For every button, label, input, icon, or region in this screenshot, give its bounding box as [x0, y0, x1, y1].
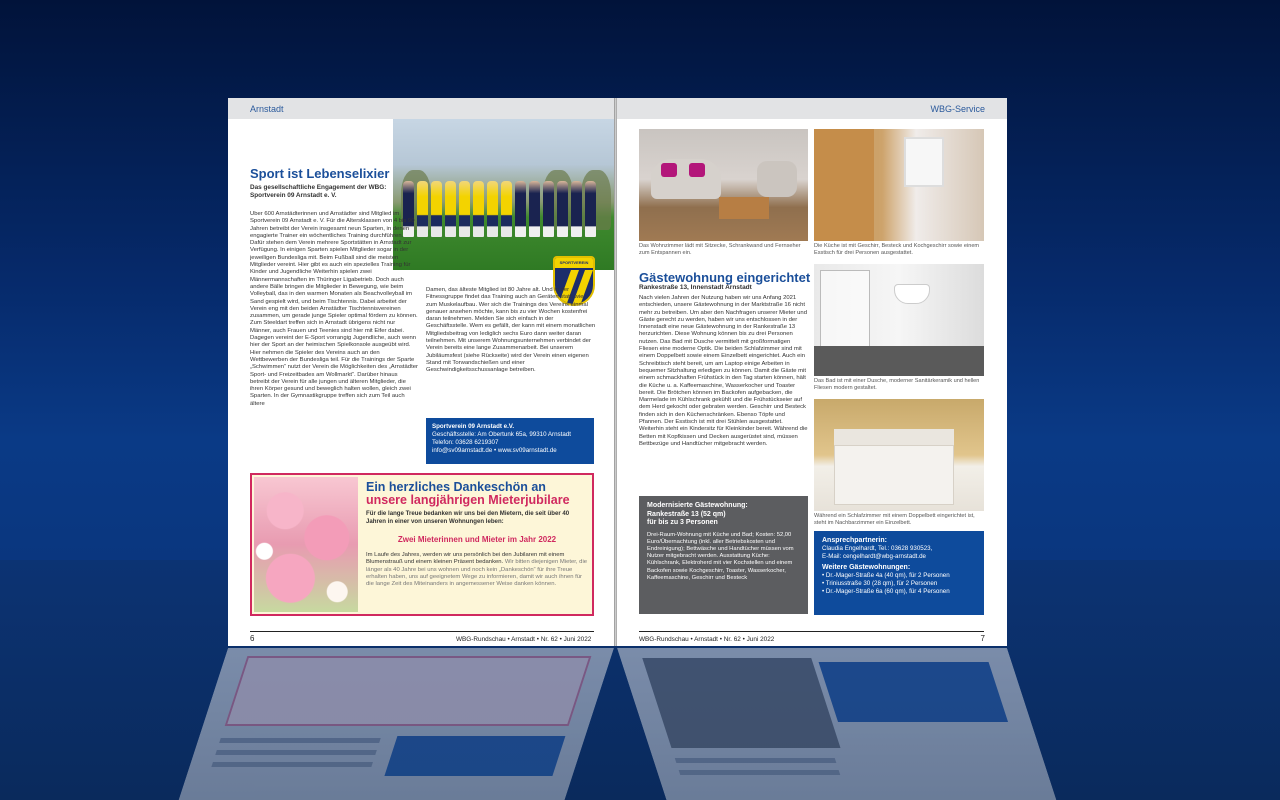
coffee-table-shape [719, 197, 769, 219]
floor-shape [814, 346, 984, 376]
player [557, 181, 568, 237]
other-apartments-heading: Weitere Gästewohnungen: [822, 564, 911, 572]
left-page [228, 98, 614, 646]
player [459, 181, 470, 237]
team-photo [393, 119, 614, 270]
reflection-grey-box [642, 658, 840, 748]
club-contact-box [426, 418, 594, 464]
bathroom-caption: Das Bad ist mit einer Dusche, moderner Sanitärkeramik und hellen Fliesen modern gestaltet. [814, 378, 980, 391]
thanks-body [366, 552, 590, 588]
player [431, 181, 442, 237]
footer-info: WBG-Rundschau • Arnstadt • Nr. 62 • Juni 2022 [639, 636, 775, 643]
section-label: WBG-Service [930, 104, 985, 114]
club-crest-text: SPORTVEREIN [555, 258, 593, 268]
player [543, 181, 554, 237]
thanks-title-2: unsere langjährigen Mieterjubilare [366, 493, 570, 507]
pillow-shape [661, 163, 677, 177]
sink-shape [894, 284, 930, 304]
info-heading-3: für bis zu 3 Personen [647, 519, 718, 526]
reflection-blue-box [819, 662, 1008, 722]
thanks-title: Ein herzliches Dankeschön an [366, 480, 546, 494]
pillow-shape [689, 163, 705, 177]
info-heading-2: Rankestraße 13 (52 qm) [647, 510, 726, 518]
right-page [617, 98, 1007, 646]
reflection-page [617, 648, 1056, 800]
player [529, 181, 540, 237]
section-label: Arnstadt [250, 104, 284, 114]
reflection-left [179, 648, 614, 800]
list-item: • Dr.-Mager-Straße 6a (60 qm), für 4 Personen [822, 588, 976, 596]
contact-email: E-Mail: cengelhardt@wbg-arnstadt.de [822, 552, 926, 560]
footer-rule [639, 631, 984, 632]
reflection-blue-box [384, 736, 565, 776]
player [571, 181, 582, 237]
apartment-info-box [639, 496, 808, 614]
footer-info: WBG-Rundschau • Arnstadt • Nr. 62 • Juni 2022 [456, 636, 592, 643]
reflection-page [179, 648, 614, 800]
guest-apartment-subtitle: Rankestraße 13, Innenstadt Arnstadt [639, 284, 752, 291]
contact-heading: Ansprechpartnerin: [822, 537, 887, 544]
player [515, 181, 526, 237]
running-head-left [228, 98, 614, 119]
player [501, 181, 512, 237]
reflection-line [219, 738, 381, 743]
roses-image [254, 477, 358, 612]
running-head-right [617, 98, 1007, 119]
player [473, 181, 484, 237]
contact-box [814, 531, 984, 615]
bed-shape [834, 445, 954, 505]
reflection-line [679, 770, 841, 775]
player [487, 181, 498, 237]
bedroom-caption: Während ein Schlafzimmer mit einem Doppelbett eingerichtet ist, steht im Nachbarzimmer ein Einzelbett. [814, 513, 975, 526]
page-number: 6 [250, 634, 255, 643]
article-subtitle: Das gesellschaftliche Engagement der WBG: Sportverein 09 Arnstadt e. V. [250, 184, 387, 200]
info-heading-1: Modernisierte Gästewohnung: [647, 502, 748, 509]
article-column-1: Über 600 Arnstädterinnen und Arnstädter sind Mitglied im Sportverein 09 Arnstadt e. V. Für die Altersklassen von 4 bis 90 Jahren betreibt der Verein insgesamt neun Sparten, in denen engagierte Trainer ein wöchentliches Training durchführen. Dafür stehen dem Verein mehrere Sportstätten in Arnstadt zur Verfügung. In einigen Sparten spielen Mitglieder sogar in der jeweiligen Bundesliga mit. Beim Fußball sind die meisten Mitglieder vereint. Hier gibt es auch ein spezielles Training für Kinder und Jugendliche Weiterhin spielen zwei Männermannschaften im Thüringer Ligabetrieb. Doch auch andere Bälle bringen die Mitglieder in Bewegung, wie beim Volleyball, das in den warmen Monaten als Beachvolleyball im Sand gespielt wird, und beim Tischtennis. Dabei arbeitet der Verein eng mit den beiden Arnstädter Tischtennisvereinen zusammen, um gerade junge Spieler optimal fördern zu können. Zum Steeldart treffen sich in Arnstadt übrigens nicht nur Männer, auch Frauen und Teenies sind hier mit Eifer dabei. Dagegen vereint der E-Sport vorrangig Jugendliche, auch wenn hier der Sport an der heimischen Spielkonsole ausgeübt wird. Hier nehmen die Spieler des Vereins auch an den Wettbewerben der Bundesliga teil. Für die Trainings der Sparte „Schwimmen“ nutzt der Verein die Möglichkeiten des „Arnstädter Sport- und Freizeitbades am Wollmarkt“. Darüber hinaus betreibt der Verein für alle jungen und älteren Mitglieder, die ihren Körper gesund und beweglich halten wollen, gleich zwei Sparten. In der Gymnastikgruppe treffen sich zum Teil auch ältere [250, 211, 418, 407]
thanks-box [250, 473, 594, 616]
shower-shape [820, 270, 870, 350]
player [585, 181, 596, 237]
kitchen-caption: Die Küche ist mit Geschirr, Besteck und Kochgeschirr sowie einem Esstisch für drei Personen ausgestattet. [814, 243, 980, 256]
guest-apartment-title: Gästewohnung eingerichtet [639, 270, 811, 285]
kitchen-photo [814, 129, 984, 241]
club-address: Geschäftsstelle: Am Obertunk 65a, 99310 Arnstadt [432, 431, 571, 438]
info-body: Drei-Raum-Wohnung mit Küche und Bad; Kosten: 52,00 Euro/Übernachtung (inkl. aller Betriebskosten und Endreinigung); Bettwäsche und Handtücher müssen vom Nutzer mitgebracht werden. Ausstattung Küche: Kühlschrank, Elektroherd mit vier Kochstellen und einem Backofen sowie Kochgeschirr, Toaster, Wasserkocher, Kaffeemaschine, Geschirr und Besteck [647, 531, 794, 581]
team-group [403, 181, 596, 237]
reflection-right [617, 648, 1056, 800]
article-column-2: Damen, das älteste Mitglied ist 80 Jahre alt. Und in der Fitnessgruppe findet das Training auch an Geräten statt, wie zum Muskelaufbau. Wer sich die Trainings des Vereins einmal genauer ansehen möchte, kann bis zu vier Wochen kostenfrei daran teilnehmen. Melden Sie sich einfach in der Geschäftsstelle. Wem es gefällt, der kann mit einem monatlichen Mitgliedsbeitrag von lediglich sechs Euro dann weiter daran teilnehmen. Mit unserem Wohnungsunternehmen verbindet der Verein bereits eine lange Zusammenarbeit. Bei unserem Jubiläumsfest (siehe Rückseite) wird der Verein einen eigenen Stand mit Torwandschießen und einer Geschwindigkeitsschussanlage betreiben. [426, 287, 596, 374]
bedroom-photo [814, 399, 984, 511]
player [417, 181, 428, 237]
footer-rule [250, 631, 594, 632]
list-item: • Dr.-Mager-Straße 4a (40 qm), für 2 Personen [822, 572, 976, 580]
window-shape [904, 137, 944, 187]
thanks-body-muted: Wir bitten diejenigen Mieter, die länger als 40 Jahre bei uns wohnen und noch kein „Dankeschön“ für ihre Treue erhalten haben, uns auf geeignetem Wege zu informieren, damit wir auch ihnen für die lange Zeit des Miteinanders in angemessener Weise danken können. [366, 559, 588, 588]
thanks-lead: Für die lange Treue bedanken wir uns bei den Mietern, die seit über 40 Jahren in einer von unseren Wohnungen leben: [366, 510, 570, 525]
club-name: Sportverein 09 Arnstadt e.V. [432, 423, 515, 430]
reflection-line [211, 762, 373, 767]
armchair-shape [757, 161, 797, 197]
reflection-line [675, 758, 837, 763]
living-room-photo [639, 129, 808, 241]
contact-name: Claudia Engelhardt, Tel.: 03628 930523, [822, 544, 933, 552]
thanks-highlight: Zwei Mieterinnen und Mieter im Jahr 2022 [397, 535, 557, 544]
player [445, 181, 456, 237]
thanks-body-text: Im Laufe des Jahres, werden wir uns persönlich bei den Jubilaren mit einem Blumenstrauß und einem kleinen Präsent bedanken. [366, 552, 565, 566]
club-web: info@sv09arnstadt.de • www.sv09arnstadt.de [432, 447, 557, 454]
living-room-caption: Das Wohnzimmer lädt mit Sitzecke, Schrankwand und Fernseher zum Entspannen ein. [639, 243, 801, 256]
reflection-thanks-box [225, 656, 592, 726]
reflection-line [215, 750, 377, 755]
guest-apartment-body: Nach vielen Jahren der Nutzung haben wir uns Anfang 2021 entschieden, unsere Gästewohnung in der Marktstraße 16 nicht mehr zu betreiben. Um aber den Nachfragen unserer Mieter und Gäste gerecht zu werden, haben wir uns entschlossen in der Innenstadt eine neue Gästewohnung in der Rankestraße 13 herzurichten. Diese Wohnung können bis zu drei Personen nutzen. Das Bad mit Dusche vermittelt mit großformatigen Fliesen eine moderne Optik. Die beiden Schlafzimmer sind mit einem Doppelbett sowie einem Einzelbett eingerichtet. Auch ein Schreibtisch steht bereit, um am Laptop einige Arbeiten in bequemer Sitzhaltung erledigen zu können. Damit die Gäste mit einem schmackhaften Frühstück in den Tag starten können, hält die Küche u. a. Kaffeemaschine, Wasserkocher und Toaster bereit. Die Brötchen können im Backofen aufgebacken, die Marmelade im Kühlschrank gekühlt und die Frühstückseier auf dem Herd gekocht oder gebraten werden. Geschirr und Besteck finden sich in den Küchenschränken. Ebenso Töpfe und Pfannen. Der Esstisch ist mit drei Stühlen ausgestattet. Weiterhin steht ein Kindersitz für Kleinkinder bereit. Während die Betten mit Kopfkissen und Decken ausgerüstet sind, müssen Bettbezüge und Handtücher mitgebracht werden. [639, 295, 808, 447]
article-title: Sport ist Lebenselixier [250, 166, 390, 181]
list-item: • Triniusstraße 30 (28 qm), für 2 Personen [822, 580, 976, 588]
page-number: 7 [980, 634, 985, 643]
other-apartments-list [822, 572, 976, 595]
club-phone: Telefon: 03628 6219307 [432, 439, 499, 446]
cabinet-shape [814, 129, 874, 241]
bathroom-photo [814, 264, 984, 376]
